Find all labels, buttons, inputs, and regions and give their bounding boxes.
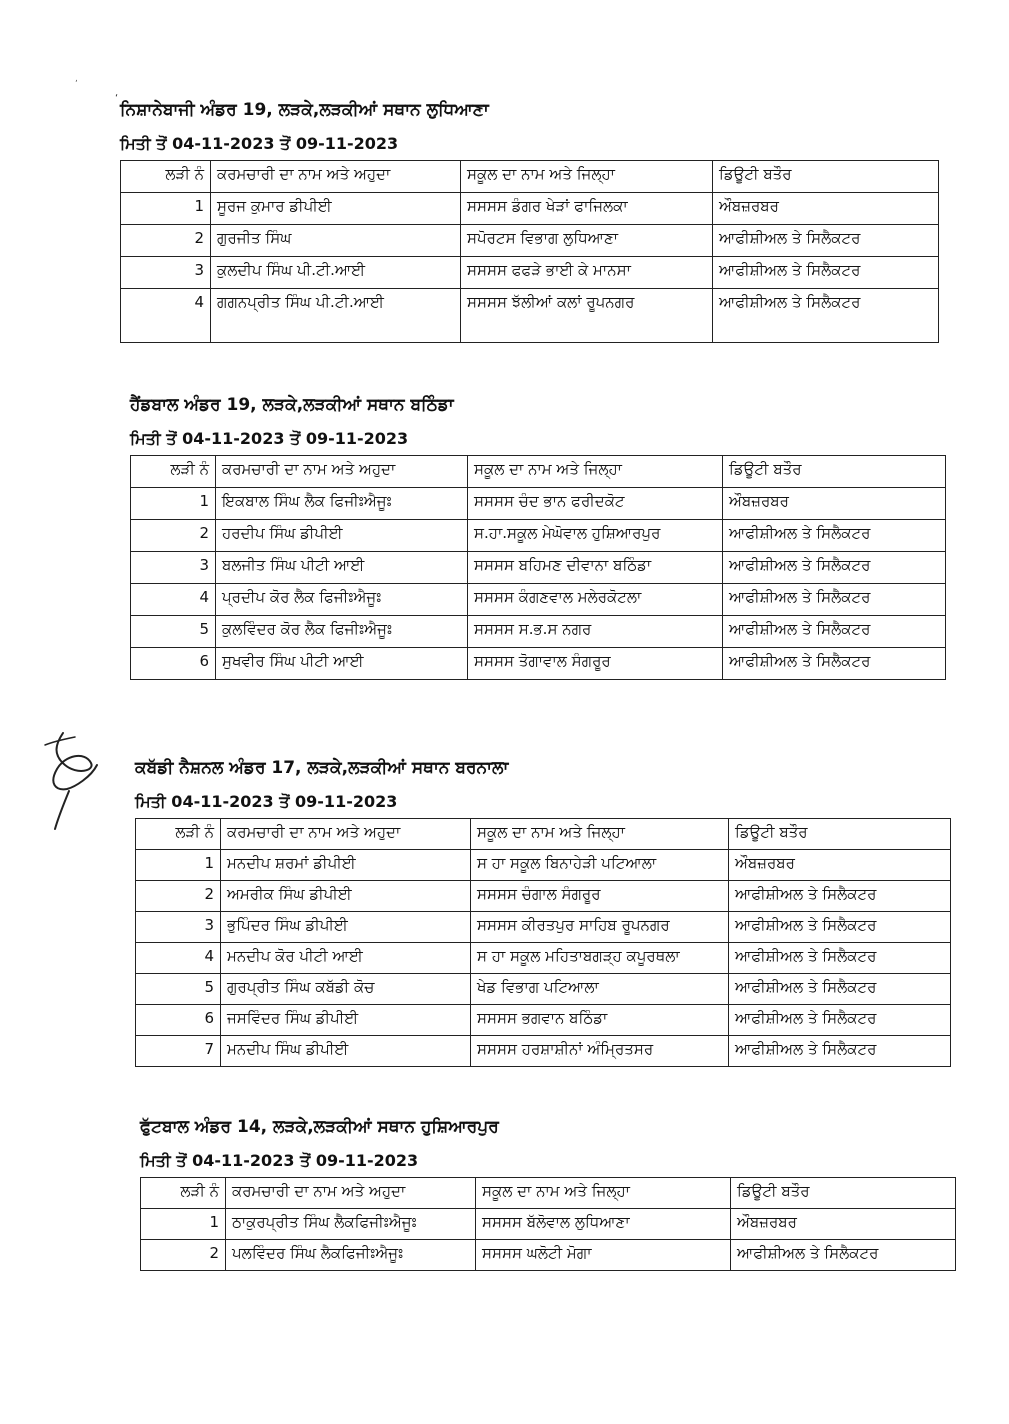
cell-duty: ਆਫੀਸ਼ੀਅਲ ਤੇ ਸਿਲੈਕਟਰ <box>729 912 951 943</box>
cell-serial: 3 <box>136 912 221 943</box>
duty-table <box>130 455 946 680</box>
cell-employee: ਪਲਵਿੰਦਰ ਸਿੰਘ ਲੈਕਫਿਜੀਃਐਜੂਃ <box>226 1240 476 1271</box>
cell-employee: ਗਗਨਪ੍ਰੀਤ ਸਿੰਘ ਪੀ.ਟੀ.ਆਈ <box>211 289 461 343</box>
scan-tick-mark: ‘ <box>115 93 119 104</box>
cell-school: ਸਸਸਸ ਹਰਸ਼ਾਸ਼ੀਨਾਂ ਅੰਮ੍ਰਿਤਸਰ <box>471 1036 729 1067</box>
cell-employee: ਮਨਦੀਪ ਸਿੰਘ ਡੀਪੀਈ <box>221 1036 471 1067</box>
cell-serial: 3 <box>131 552 216 584</box>
cell-serial: 4 <box>121 289 211 343</box>
cell-duty: ਔਬਜ਼ਰਬਰ <box>713 193 939 225</box>
cell-duty: ਔਬਜ਼ਰਬਰ <box>723 488 946 520</box>
cell-serial: 5 <box>136 974 221 1005</box>
cell-duty: ਔਬਜ਼ਰਬਰ <box>729 850 951 881</box>
table-row <box>141 1209 956 1240</box>
table-row <box>121 225 939 257</box>
section-title: ਹੈਂਡਬਾਲ ਅੰਡਰ 19, ਲੜਕੇ,ਲੜਕੀਆਂ ਸਥਾਨ ਬਠਿੰਡਾ <box>130 395 454 415</box>
cell-employee: ਅਮਰੀਕ ਸਿੰਘ ਡੀਪੀਈ <box>221 881 471 912</box>
cell-school: ਸਸਸਸ ਚੰਦ ਭਾਨ ਫਰੀਦਕੋਟ <box>468 488 723 520</box>
cell-serial: 6 <box>136 1005 221 1036</box>
header-employee: ਕਰਮਚਾਰੀ ਦਾ ਨਾਮ ਅਤੇ ਅਹੁਦਾ <box>221 819 471 850</box>
header-duty: ਡਿਊਟੀ ਬਤੌਰ <box>731 1178 956 1209</box>
cell-school: ਸਸਸਸ ਫਫੜੇ ਭਾਈ ਕੇ ਮਾਨਸਾ <box>461 257 713 289</box>
cell-duty: ਔਬਜ਼ਰਬਰ <box>731 1209 956 1240</box>
cell-serial: 2 <box>136 881 221 912</box>
cell-school: ਸਸਸਸ ਡੰਗਰ ਖੇੜਾਂ ਫਾਜਿਲਕਾ <box>461 193 713 225</box>
cell-duty: ਆਫੀਸ਼ੀਅਲ ਤੇ ਸਿਲੈਕਟਰ <box>729 881 951 912</box>
section-football <box>140 1117 956 1271</box>
table-row <box>131 616 946 648</box>
cell-employee: ਪ੍ਰਦੀਪ ਕੋਰ ਲੈਕ ਫਿਜੀਃਐਜੂਃ <box>216 584 468 616</box>
cell-employee: ਬਲਜੀਤ ਸਿੰਘ ਪੀਟੀ ਆਈ <box>216 552 468 584</box>
cell-duty: ਆਫੀਸ਼ੀਅਲ ਤੇ ਸਿਲੈਕਟਰ <box>723 616 946 648</box>
cell-serial: 3 <box>121 257 211 289</box>
cell-duty: ਆਫੀਸ਼ੀਅਲ ਤੇ ਸਿਲੈਕਟਰ <box>723 648 946 680</box>
section-title: ਫੁੱਟਬਾਲ ਅੰਡਰ 14, ਲੜਕੇ,ਲੜਕੀਆਂ ਸਥਾਨ ਹੁਸ਼ਿਆਰਪੁਰ <box>140 1117 499 1137</box>
cell-school: ਖੇਡ ਵਿਭਾਗ ਪਟਿਆਲਾ <box>471 974 729 1005</box>
duty-table <box>120 160 939 343</box>
cell-employee: ਜਸਵਿੰਦਰ ਸਿੰਘ ਡੀਪੀਈ <box>221 1005 471 1036</box>
header-serial: ਲੜੀ ਨੰ <box>136 819 221 850</box>
cell-serial: 2 <box>131 520 216 552</box>
cell-employee: ਮਨਦੀਪ ਕੋਰ ਪੀਟੀ ਆਈ <box>221 943 471 974</box>
cell-serial: 7 <box>136 1036 221 1067</box>
cell-serial: 4 <box>131 584 216 616</box>
table-row <box>131 488 946 520</box>
section-date: ਮਿਤੀ ਤੋਂ 04-11-2023 ਤੋਂ 09-11-2023 <box>130 429 409 448</box>
table-row <box>136 850 951 881</box>
cell-school: ਸਸਸਸ ਭਗਵਾਨ ਬਠਿੰਡਾ <box>471 1005 729 1036</box>
cell-duty: ਆਫੀਸ਼ੀਅਲ ਤੇ ਸਿਲੈਕਟਰ <box>729 943 951 974</box>
header-duty: ਡਿਊਟੀ ਬਤੌਰ <box>723 456 946 488</box>
table-row <box>131 648 946 680</box>
cell-serial: 1 <box>131 488 216 520</box>
table-row <box>131 584 946 616</box>
cell-employee: ਕੁਲਵਿੰਦਰ ਕੋਰ ਲੈਕ ਫਿਜੀਃਐਜੂਃ <box>216 616 468 648</box>
table-row <box>136 1036 951 1067</box>
cell-serial: 1 <box>136 850 221 881</box>
cell-employee: ਗੁਰਪ੍ਰੀਤ ਸਿੰਘ ਕਬੱਡੀ ਕੋਚ <box>221 974 471 1005</box>
cell-employee: ਸੂਰਜ ਕੁਮਾਰ ਡੀਪੀਈ <box>211 193 461 225</box>
cell-school: ਸਸਸਸ ਘਲੋਟੀ ਮੋਗਾ <box>476 1240 731 1271</box>
duty-table <box>135 818 951 1067</box>
table-header-row <box>121 161 939 193</box>
table-row <box>141 1240 956 1271</box>
cell-serial: 2 <box>141 1240 226 1271</box>
cell-serial: 2 <box>121 225 211 257</box>
header-employee: ਕਰਮਚਾਰੀ ਦਾ ਨਾਮ ਅਤੇ ਅਹੁਦਾ <box>211 161 461 193</box>
table-header-row <box>136 819 951 850</box>
cell-employee: ਮਨਦੀਪ ਸ਼ਰਮਾਂ ਡੀਪੀਈ <box>221 850 471 881</box>
scan-speck: , <box>75 74 78 84</box>
cell-school: ਸਸਸਸ ਸ.ਭ.ਸ ਨਗਰ <box>468 616 723 648</box>
table-header-row <box>131 456 946 488</box>
section-shooting <box>120 100 939 343</box>
handwritten-signature-mark <box>35 725 115 835</box>
cell-school: ਸਸਸਸ ਕੀਰਤਪੁਰ ਸਾਹਿਬ ਰੂਪਨਗਰ <box>471 912 729 943</box>
section-handball <box>130 395 946 680</box>
cell-serial: 4 <box>136 943 221 974</box>
cell-duty: ਆਫੀਸ਼ੀਅਲ ਤੇ ਸਿਲੈਕਟਰ <box>731 1240 956 1271</box>
cell-school: ਸਸਸਸ ਬੱਲੋਵਾਲ ਲੁਧਿਆਣਾ <box>476 1209 731 1240</box>
cell-duty: ਆਫੀਸ਼ੀਅਲ ਤੇ ਸਿਲੈਕਟਰ <box>729 1005 951 1036</box>
table-row <box>136 881 951 912</box>
table-row <box>136 943 951 974</box>
header-employee: ਕਰਮਚਾਰੀ ਦਾ ਨਾਮ ਅਤੇ ਅਹੁਦਾ <box>216 456 468 488</box>
table-row <box>136 974 951 1005</box>
cell-duty: ਆਫੀਸ਼ੀਅਲ ਤੇ ਸਿਲੈਕਟਰ <box>723 552 946 584</box>
header-school: ਸਕੂਲ ਦਾ ਨਾਮ ਅਤੇ ਜਿਲ੍ਹਾ <box>461 161 713 193</box>
cell-duty: ਆਫੀਸ਼ੀਅਲ ਤੇ ਸਿਲੈਕਟਰ <box>723 520 946 552</box>
cell-school: ਸਸਸਸ ਚੰਗਾਲ ਸੰਗਰੂਰ <box>471 881 729 912</box>
cell-school: ਸਸਸਸ ਤੋਗਾਵਾਲ ਸੰਗਰੂਰ <box>468 648 723 680</box>
header-serial: ਲੜੀ ਨੰ <box>121 161 211 193</box>
cell-employee: ਸੁਖਵੀਰ ਸਿੰਘ ਪੀਟੀ ਆਈ <box>216 648 468 680</box>
header-duty: ਡਿਊਟੀ ਬਤੌਰ <box>729 819 951 850</box>
section-date: ਮਿਤੀ ਤੋਂ 04-11-2023 ਤੋਂ 09-11-2023 <box>140 1151 419 1170</box>
cell-duty: ਆਫੀਸ਼ੀਅਲ ਤੇ ਸਿਲੈਕਟਰ <box>723 584 946 616</box>
table-row <box>131 520 946 552</box>
table-row <box>121 289 939 343</box>
section-kabaddi <box>135 758 951 1067</box>
cell-duty: ਆਫੀਸ਼ੀਅਲ ਤੇ ਸਿਲੈਕਟਰ <box>729 1036 951 1067</box>
cell-school: ਸ.ਹਾ.ਸਕੂਲ ਮੇਘੋਵਾਲ ਹੁਸ਼ਿਆਰਪੁਰ <box>468 520 723 552</box>
cell-serial: 1 <box>141 1209 226 1240</box>
header-serial: ਲੜੀ ਨੰ <box>131 456 216 488</box>
section-title: ਕਬੱਡੀ ਨੈਸ਼ਨਲ ਅੰਡਰ 17, ਲੜਕੇ,ਲੜਕੀਆਂ ਸਥਾਨ ਬਰਨਾਲਾ <box>135 758 509 778</box>
cell-serial: 6 <box>131 648 216 680</box>
cell-employee: ਭੁਪਿੰਦਰ ਸਿੰਘ ਡੀਪੀਈ <box>221 912 471 943</box>
section-title: ਨਿਸ਼ਾਨੇਬਾਜੀ ਅੰਡਰ 19, ਲੜਕੇ,ਲੜਕੀਆਂ ਸਥਾਨ ਲੁਧਿਆਣਾ <box>120 100 489 120</box>
cell-duty: ਆਫੀਸ਼ੀਅਲ ਤੇ ਸਿਲੈਕਟਰ <box>729 974 951 1005</box>
section-date: ਮਿਤੀ 04-11-2023 ਤੋਂ 09-11-2023 <box>135 792 398 811</box>
cell-school: ਸਸਸਸ ਝੱਲੀਆਂ ਕਲਾਂ ਰੂਪਨਗਰ <box>461 289 713 343</box>
header-employee: ਕਰਮਚਾਰੀ ਦਾ ਨਾਮ ਅਤੇ ਅਹੁਦਾ <box>226 1178 476 1209</box>
header-school: ਸਕੂਲ ਦਾ ਨਾਮ ਅਤੇ ਜਿਲ੍ਹਾ <box>471 819 729 850</box>
cell-duty: ਆਫੀਸ਼ੀਅਲ ਤੇ ਸਿਲੈਕਟਰ <box>713 257 939 289</box>
cell-school: ਸਪੋਰਟਸ ਵਿਭਾਗ ਲੁਧਿਆਣਾ <box>461 225 713 257</box>
cell-serial: 1 <box>121 193 211 225</box>
table-header-row <box>141 1178 956 1209</box>
table-row <box>121 193 939 225</box>
section-date: ਮਿਤੀ ਤੋਂ 04-11-2023 ਤੋਂ 09-11-2023 <box>120 134 399 153</box>
header-school: ਸਕੂਲ ਦਾ ਨਾਮ ਅਤੇ ਜਿਲ੍ਹਾ <box>476 1178 731 1209</box>
header-duty: ਡਿਊਟੀ ਬਤੌਰ <box>713 161 939 193</box>
cell-school: ਸ ਹਾ ਸਕੂਲ ਬਿਨਾਹੇੜੀ ਪਟਿਆਲਾ <box>471 850 729 881</box>
table-row <box>121 257 939 289</box>
cell-duty: ਆਫੀਸ਼ੀਅਲ ਤੇ ਸਿਲੈਕਟਰ <box>713 289 939 343</box>
cell-employee: ਇਕਬਾਲ ਸਿੰਘ ਲੈਕ ਫਿਜੀਃਐਜੂਃ <box>216 488 468 520</box>
header-serial: ਲੜੀ ਨੰ <box>141 1178 226 1209</box>
cell-serial: 5 <box>131 616 216 648</box>
duty-table <box>140 1177 956 1271</box>
cell-duty: ਆਫੀਸ਼ੀਅਲ ਤੇ ਸਿਲੈਕਟਰ <box>713 225 939 257</box>
cell-employee: ਠਾਕੁਰਪ੍ਰੀਤ ਸਿੰਘ ਲੈਕਫਿਜੀਃਐਜੂਃ <box>226 1209 476 1240</box>
table-row <box>131 552 946 584</box>
cell-employee: ਗੁਰਜੀਤ ਸਿੰਘ <box>211 225 461 257</box>
table-row <box>136 912 951 943</box>
cell-school: ਸਸਸਸ ਬਹਿਮਣ ਦੀਵਾਨਾ ਬਠਿੰਡਾ <box>468 552 723 584</box>
cell-school: ਸਸਸਸ ਕੰਗਣਵਾਲ ਮਲੇਰਕੋਟਲਾ <box>468 584 723 616</box>
cell-employee: ਕੁਲਦੀਪ ਸਿੰਘ ਪੀ.ਟੀ.ਆਈ <box>211 257 461 289</box>
table-row <box>136 1005 951 1036</box>
cell-school: ਸ ਹਾ ਸਕੂਲ ਮਹਿਤਾਬਗੜ੍ਹ ਕਪੂਰਥਲਾ <box>471 943 729 974</box>
header-school: ਸਕੂਲ ਦਾ ਨਾਮ ਅਤੇ ਜਿਲ੍ਹਾ <box>468 456 723 488</box>
cell-employee: ਹਰਦੀਪ ਸਿੰਘ ਡੀਪੀਈ <box>216 520 468 552</box>
